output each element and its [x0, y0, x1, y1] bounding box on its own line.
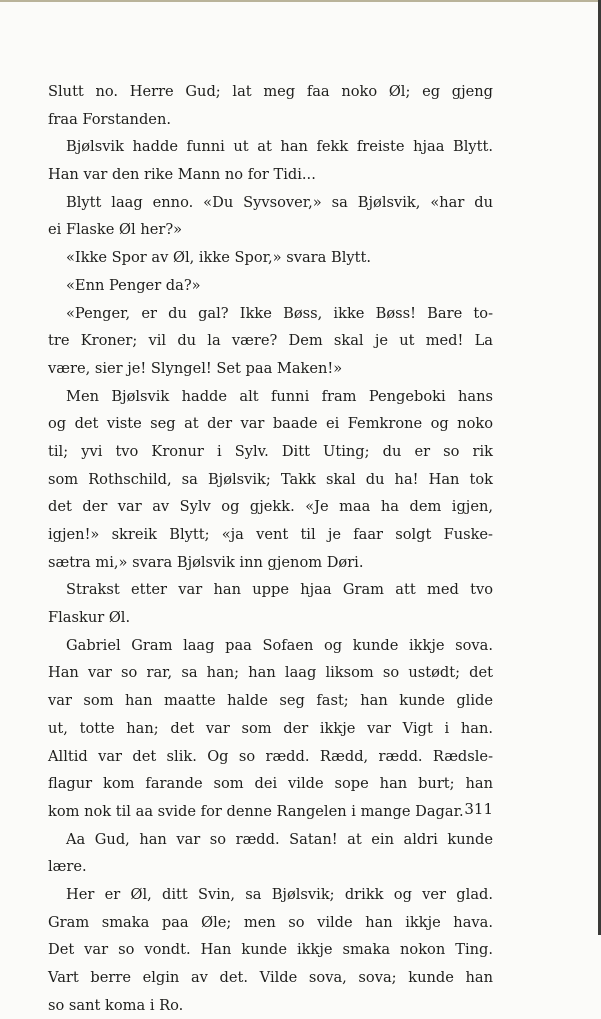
- text-line: Han var den rike Mann no for Tidi...: [48, 166, 316, 184]
- text-line: Det var so vondt. Han kunde ikkje smaka nokon Ting.: [48, 941, 493, 959]
- paragraph: [48, 272, 493, 300]
- text-line: som Rothschild, sa Bjølsvik; Takk skal du ha! Han tok: [48, 470, 493, 488]
- text-line: Aa Gud, han var so rædd. Satan! at ein aldri kunde: [66, 830, 493, 848]
- text-line: «Enn Penger da?»: [66, 276, 201, 294]
- paragraph: [48, 300, 493, 383]
- text-line: «Ikke Spor av Øl, ikke Spor,» svara Blytt.: [66, 249, 371, 267]
- paragraph: [48, 383, 493, 577]
- paragraph: [48, 244, 493, 272]
- text-line: Men Bjølsvik hadde alt funni fram Pengeboki hans: [66, 387, 493, 405]
- paragraph: [48, 78, 493, 133]
- text-line: ut, totte han; det var som der ikkje var Vigt i han.: [48, 719, 493, 737]
- text-line: Vart berre elgin av det. Vilde sova, sova; kunde han: [48, 969, 493, 986]
- text-line: igjen!» skreik Blytt; «ja vent til je faar solgt Fuske-: [48, 526, 493, 543]
- text-line: til; yvi tvo Kronur i Sylv. Ditt Uting; du er so rik: [48, 442, 493, 460]
- text-line: Han var so rar, sa han; han laag liksom so ustødt; det: [48, 664, 493, 682]
- text-line: Her er Øl, ditt Svin, sa Bjølsvik; drikk og ver glad.: [66, 885, 493, 903]
- body-text: [48, 78, 493, 1019]
- text-line: Blytt laag enno. «Du Syvsover,» sa Bjølsvik, «har du: [66, 193, 493, 211]
- page-top-edge: [0, 0, 601, 2]
- text-line: sætra mi,» svara Bjølsvik inn gjenom Døri.: [48, 553, 364, 571]
- paragraph: [48, 189, 493, 244]
- paragraph: [48, 826, 493, 881]
- text-line: Gram smaka paa Øle; men so vilde han ikkje hava.: [48, 913, 493, 931]
- text-line: flagur kom farande som dei vilde sope han burt; han: [48, 775, 493, 793]
- text-line: Strakst etter var han uppe hjaa Gram att med tvo: [66, 581, 493, 599]
- text-line: tre Kroner; vil du la være? Dem skal je ut med! La: [48, 332, 493, 350]
- text-line: Bjølsvik hadde funni ut at han fekk freiste hjaa Blytt.: [66, 138, 493, 156]
- text-line: kom nok til aa svide for denne Rangelen i mange Dagar.: [48, 802, 464, 820]
- text-line: «Penger, er du gal? Ikke Bøss, ikke Bøss! Bare to-: [66, 304, 493, 322]
- text-line: Flaskur Øl.: [48, 609, 131, 627]
- paragraph: [48, 133, 493, 188]
- text-line: Gabriel Gram laag paa Sofaen og kunde ikkje sova.: [66, 636, 493, 654]
- text-line: og det viste seg at der var baade ei Femkrone og noko: [48, 415, 493, 433]
- paragraph: [48, 881, 493, 1019]
- paragraph: [48, 576, 493, 631]
- text-line: lære.: [48, 858, 87, 876]
- text-line: so sant koma i Ro.: [48, 996, 184, 1014]
- text-line: Slutt no. Herre Gud; lat meg faa noko Øl; eg gjeng: [48, 83, 493, 100]
- text-line: Alltid var det slik. Og so rædd. Rædd, rædd. Rædsle-: [48, 747, 493, 765]
- paragraph: [48, 632, 493, 826]
- text-line: fraa Forstanden.: [48, 110, 171, 128]
- page-number: 311: [464, 800, 493, 818]
- text-line: det der var av Sylv og gjekk. «Je maa ha dem igjen,: [48, 498, 493, 516]
- text-line: ei Flaske Øl her?»: [48, 221, 183, 239]
- text-line: var som han maatte halde seg fast; han kunde glide: [48, 692, 493, 710]
- text-line: være, sier je! Slyngel! Set paa Maken!»: [48, 359, 343, 377]
